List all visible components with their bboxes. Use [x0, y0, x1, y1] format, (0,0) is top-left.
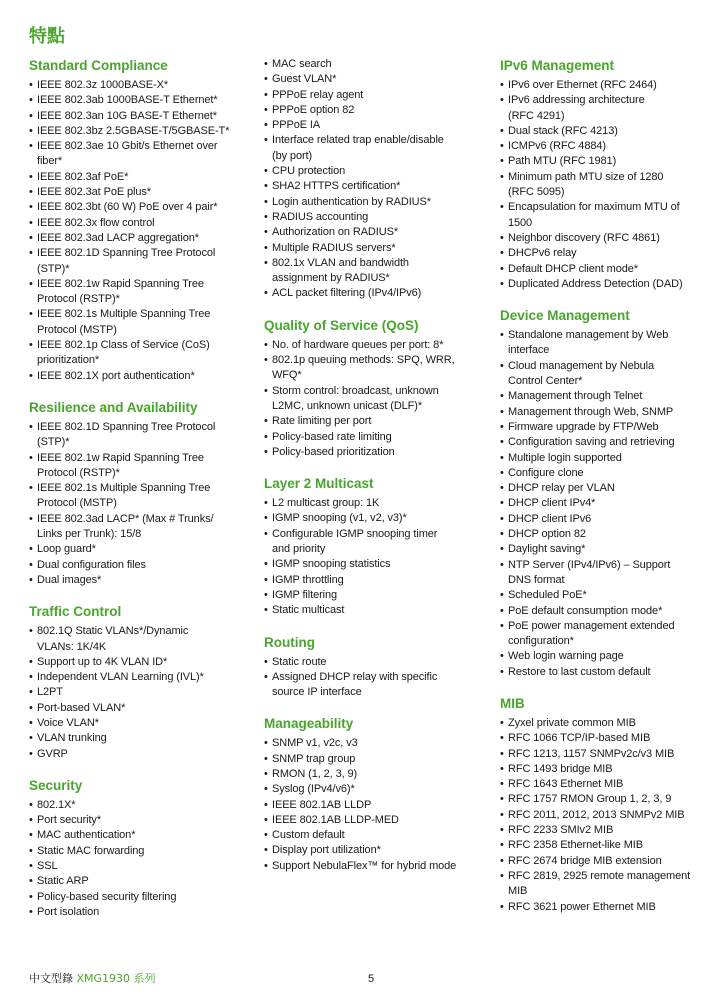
feature-list — [29, 798, 255, 920]
feature-section — [264, 57, 492, 302]
section-title: Manageability — [264, 716, 354, 732]
column-1 — [29, 57, 255, 935]
feature-item: • DHCP client IPv6 — [500, 512, 722, 527]
feature-list — [264, 57, 492, 302]
feature-list — [500, 78, 722, 292]
feature-item: • Scheduled PoE* — [500, 588, 722, 603]
feature-item: • Management through Telnet — [500, 389, 722, 404]
feature-item: • IEEE 802.1AB LLDP — [264, 798, 492, 813]
feature-item: • 802.1Q Static VLANs*/Dynamic VLANs: 1K/4K — [29, 624, 255, 655]
section-title: Layer 2 Multicast — [264, 476, 374, 492]
feature-item: • RFC 1757 RMON Group 1, 2, 3, 9 — [500, 792, 722, 807]
section-title: Routing — [264, 634, 315, 650]
section-title: IPv6 Management — [500, 58, 615, 73]
section-title: Resilience and Availability — [29, 399, 198, 415]
feature-item: • ICMPv6 (RFC 4884) — [500, 139, 722, 154]
feature-item: • IEEE 802.3bz 2.5GBASE-T/5GBASE-T* — [29, 124, 255, 139]
page-number: 5 — [368, 973, 375, 985]
feature-item: • Default DHCP client mode* — [500, 262, 722, 277]
feature-item: • SSL — [29, 859, 255, 874]
feature-item: • RFC 1066 TCP/IP-based MIB — [500, 731, 722, 746]
feature-item: • Assigned DHCP relay with specific source IP interface — [264, 670, 492, 701]
feature-item: • DHCPv6 relay — [500, 246, 722, 261]
feature-item: • IEEE 802.1w Rapid Spanning Tree Protocol (RSTP)* — [29, 277, 255, 308]
feature-item: • Rate limiting per port — [264, 414, 492, 429]
footer-model: XMG1930 系列 — [76, 972, 156, 985]
feature-item: • Independent VLAN Learning (IVL)* — [29, 670, 255, 685]
feature-section — [29, 57, 255, 384]
section-title: MIB — [500, 695, 525, 711]
feature-list — [500, 716, 722, 915]
feature-item: • RADIUS accounting — [264, 210, 492, 225]
feature-item: • IPv6 over Ethernet (RFC 2464) — [500, 78, 722, 93]
feature-item: • IEEE 802.1AB LLDP-MED — [264, 813, 492, 828]
feature-item: • IEEE 802.3ad LACP aggregation* — [29, 231, 255, 246]
feature-item: • IEEE 802.3ab 1000BASE-T Ethernet* — [29, 93, 255, 108]
feature-section — [29, 399, 255, 588]
feature-item: • Port security* — [29, 813, 255, 828]
footer-doc-label: 中文型錄 — [29, 972, 73, 985]
feature-item: • RFC 2819, 2925 remote management MIB — [500, 869, 722, 900]
feature-item: • Port-based VLAN* — [29, 701, 255, 716]
feature-item: • Static multicast — [264, 603, 492, 618]
section-title: Device Management — [500, 308, 630, 324]
feature-item: • Zyxel private common MIB — [500, 716, 722, 731]
feature-item: • Policy-based security filtering — [29, 890, 255, 905]
section-title: Quality of Service (QoS) — [264, 317, 419, 333]
feature-item: • Static ARP — [29, 874, 255, 889]
feature-item: • 802.1p queuing methods: SPQ, WRR, WFQ* — [264, 353, 492, 384]
feature-item: • No. of hardware queues per port: 8* — [264, 338, 492, 353]
feature-item: • Authorization on RADIUS* — [264, 225, 492, 240]
feature-list — [264, 338, 492, 460]
feature-item: • DHCP client IPv4* — [500, 496, 722, 511]
footer — [29, 972, 156, 986]
feature-list — [29, 420, 255, 588]
feature-item: • RFC 2358 Ethernet-like MIB — [500, 838, 722, 853]
feature-item: • Interface related trap enable/disable (by port) — [264, 133, 492, 164]
feature-item: • IEEE 802.1w Rapid Spanning Tree Protocol (RSTP)* — [29, 451, 255, 482]
feature-section — [500, 307, 722, 680]
feature-item: • Encapsulation for maximum MTU of 1500 — [500, 200, 722, 231]
feature-item: • Display port utilization* — [264, 843, 492, 858]
feature-item: • Neighbor discovery (RFC 4861) — [500, 231, 722, 246]
feature-item: • PoE power management extended configuration* — [500, 619, 722, 650]
feature-item: • DHCP option 82 — [500, 527, 722, 542]
feature-item: • SNMP trap group — [264, 752, 492, 767]
feature-item: • Policy-based prioritization — [264, 445, 492, 460]
feature-item: • 802.1x VLAN and bandwidth assignment by RADIUS* — [264, 256, 492, 287]
feature-item: • Dual images* — [29, 573, 255, 588]
feature-section — [500, 695, 722, 915]
feature-item: • IEEE 802.3ae 10 Gbit/s Ethernet over fiber* — [29, 139, 255, 170]
column-3 — [500, 57, 722, 930]
feature-item: • Standalone management by Web interface — [500, 328, 722, 359]
feature-item: • PoE default consumption mode* — [500, 604, 722, 619]
feature-item: • VLAN trunking — [29, 731, 255, 746]
feature-section — [500, 57, 722, 292]
feature-item: • Restore to last custom default — [500, 665, 722, 680]
feature-section — [264, 715, 492, 874]
feature-item: • IGMP filtering — [264, 588, 492, 603]
feature-item: • Login authentication by RADIUS* — [264, 195, 492, 210]
feature-item: • Path MTU (RFC 1981) — [500, 154, 722, 169]
feature-item: • RFC 1213, 1157 SNMPv2c/v3 MIB — [500, 747, 722, 762]
feature-item: • MAC search — [264, 57, 492, 72]
feature-item: • Static route — [264, 655, 492, 670]
feature-item: • DHCP relay per VLAN — [500, 481, 722, 496]
feature-item: • L2 multicast group: 1K — [264, 496, 492, 511]
feature-item: • Dual stack (RFC 4213) — [500, 124, 722, 139]
feature-list — [29, 78, 255, 384]
feature-item: • RFC 2674 bridge MIB extension — [500, 854, 722, 869]
feature-item: • Minimum path MTU size of 1280 (RFC 5095) — [500, 170, 722, 201]
feature-item: • Voice VLAN* — [29, 716, 255, 731]
feature-item: • L2PT — [29, 685, 255, 700]
feature-item: • Guest VLAN* — [264, 72, 492, 87]
feature-item: • PPPoE relay agent — [264, 88, 492, 103]
feature-item: • Web login warning page — [500, 649, 722, 664]
feature-section — [29, 777, 255, 920]
feature-item: • Policy-based rate limiting — [264, 430, 492, 445]
feature-item: • RFC 1493 bridge MIB — [500, 762, 722, 777]
feature-item: • IGMP snooping statistics — [264, 557, 492, 572]
feature-item: • IEEE 802.1s Multiple Spanning Tree Protocol (MSTP) — [29, 307, 255, 338]
feature-item: • Port isolation — [29, 905, 255, 920]
feature-section — [264, 475, 492, 618]
section-title: Standard Compliance — [29, 58, 168, 73]
feature-list — [500, 328, 722, 680]
feature-section — [264, 634, 492, 701]
feature-item: • SHA2 HTTPS certification* — [264, 179, 492, 194]
feature-item: • IEEE 802.3af PoE* — [29, 170, 255, 185]
feature-list — [264, 496, 492, 618]
feature-item: • IEEE 802.3ad LACP* (Max # Trunks/ Links per Trunk): 15/8 — [29, 512, 255, 543]
feature-item: • IEEE 802.1s Multiple Spanning Tree Protocol (MSTP) — [29, 481, 255, 512]
feature-item: • IGMP snooping (v1, v2, v3)* — [264, 511, 492, 526]
feature-item: • Multiple RADIUS servers* — [264, 241, 492, 256]
feature-item: • Dual configuration files — [29, 558, 255, 573]
feature-item: • NTP Server (IPv4/IPv6) – Support DNS format — [500, 558, 722, 589]
feature-item: • CPU protection — [264, 164, 492, 179]
section-title: Security — [29, 777, 83, 793]
feature-item: • Configurable IGMP snooping timer and priority — [264, 527, 492, 558]
feature-item: • IEEE 802.3bt (60 W) PoE over 4 pair* — [29, 200, 255, 215]
feature-item: • Configuration saving and retrieving — [500, 435, 722, 450]
feature-list — [264, 736, 492, 874]
feature-item: • Static MAC forwarding — [29, 844, 255, 859]
feature-list — [29, 624, 255, 762]
feature-item: • IEEE 802.1X port authentication* — [29, 369, 255, 384]
feature-item: • MAC authentication* — [29, 828, 255, 843]
feature-item: • Daylight saving* — [500, 542, 722, 557]
column-2 — [264, 57, 492, 889]
feature-item: • Custom default — [264, 828, 492, 843]
feature-item: • Management through Web, SNMP — [500, 405, 722, 420]
feature-item: • ACL packet filtering (IPv4/IPv6) — [264, 286, 492, 301]
feature-item: • IPv6 addressing architecture (RFC 4291) — [500, 93, 722, 124]
feature-item: • Storm control: broadcast, unknown L2MC, unknown unicast (DLF)* — [264, 384, 492, 415]
feature-item: • 802.1X* — [29, 798, 255, 813]
feature-item: • IEEE 802.3at PoE plus* — [29, 185, 255, 200]
feature-item: • Support up to 4K VLAN ID* — [29, 655, 255, 670]
feature-item: • IEEE 802.1D Spanning Tree Protocol (STP)* — [29, 420, 255, 451]
feature-item: • PPPoE IA — [264, 118, 492, 133]
feature-item: • RFC 2011, 2012, 2013 SNMPv2 MIB — [500, 808, 722, 823]
feature-list — [264, 655, 492, 701]
feature-item: • IEEE 802.3an 10G BASE-T Ethernet* — [29, 109, 255, 124]
feature-item: • Configure clone — [500, 466, 722, 481]
feature-item: • IEEE 802.1D Spanning Tree Protocol (STP)* — [29, 246, 255, 277]
feature-item: • Firmware upgrade by FTP/Web — [500, 420, 722, 435]
page-title: 特點 — [29, 26, 65, 47]
feature-item: • IEEE 802.3z 1000BASE-X* — [29, 78, 255, 93]
feature-item: • PPPoE option 82 — [264, 103, 492, 118]
feature-item: • Loop guard* — [29, 542, 255, 557]
feature-item: • Duplicated Address Detection (DAD) — [500, 277, 722, 292]
feature-item: • Syslog (IPv4/v6)* — [264, 782, 492, 797]
feature-item: • RFC 3621 power Ethernet MIB — [500, 900, 722, 915]
feature-item: • IEEE 802.3x flow control — [29, 216, 255, 231]
feature-item: • Support NebulaFlex™ for hybrid mode — [264, 859, 492, 874]
feature-item: • RFC 2233 SMIv2 MIB — [500, 823, 722, 838]
feature-item: • IGMP throttling — [264, 573, 492, 588]
feature-item: • Cloud management by Nebula Control Center* — [500, 359, 722, 390]
feature-item: • GVRP — [29, 747, 255, 762]
feature-item: • SNMP v1, v2c, v3 — [264, 736, 492, 751]
feature-section — [29, 603, 255, 762]
feature-section — [264, 317, 492, 460]
feature-item: • Multiple login supported — [500, 451, 722, 466]
section-title: Traffic Control — [29, 604, 122, 620]
feature-item: • RFC 1643 Ethernet MIB — [500, 777, 722, 792]
feature-item: • RMON (1, 2, 3, 9) — [264, 767, 492, 782]
feature-item: • IEEE 802.1p Class of Service (CoS) prioritization* — [29, 338, 255, 369]
